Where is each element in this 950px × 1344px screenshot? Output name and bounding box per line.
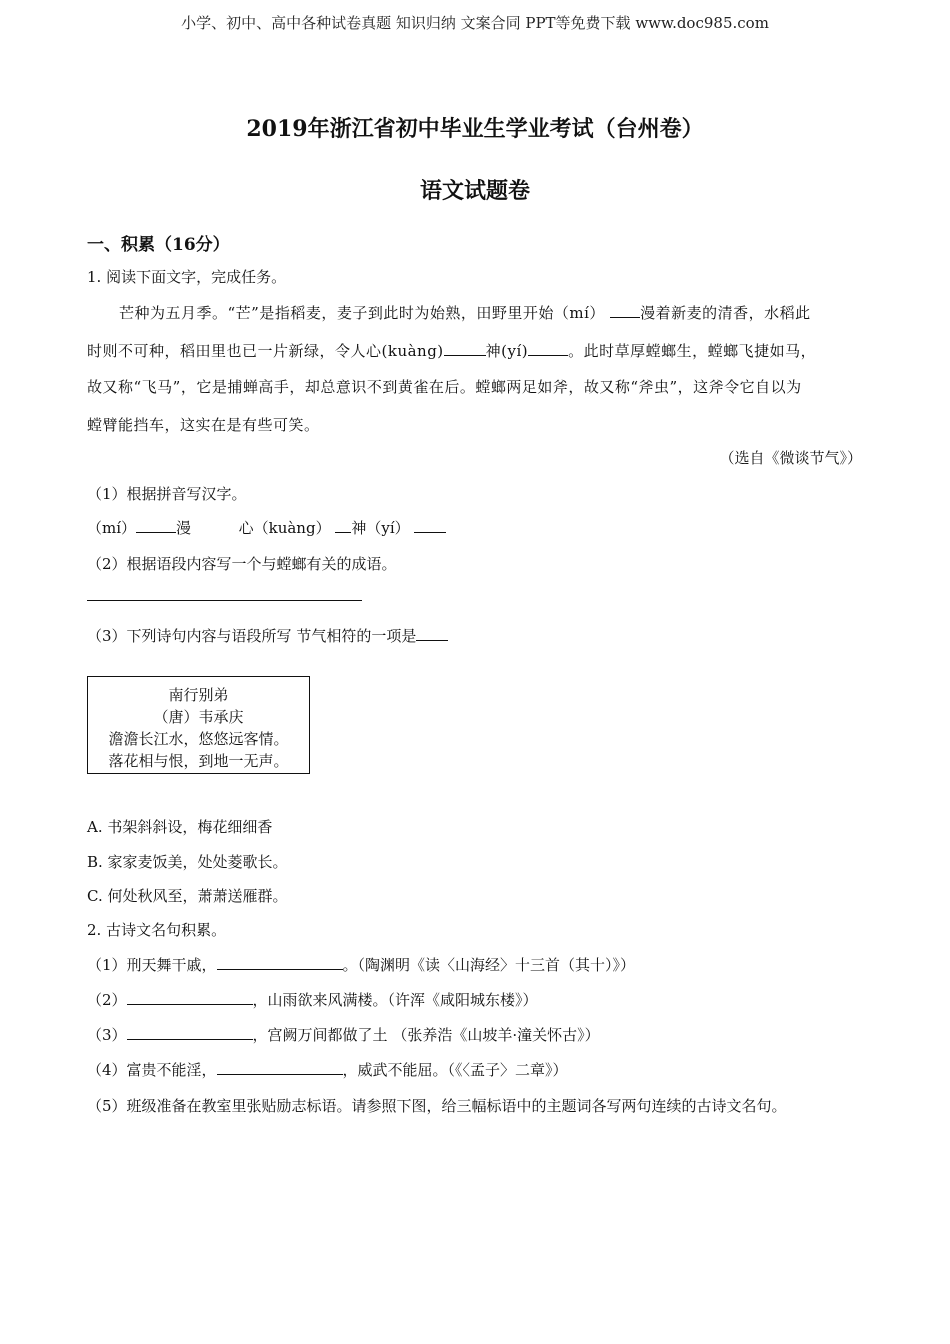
recitation-item-3 [87,1024,600,1045]
pinyin-yi: 神（yí） [351,519,410,537]
sub-question-2: （2）根据语段内容写一个与螳螂有关的成语。 [87,555,397,573]
blank-kuang[interactable] [444,341,486,356]
passage-line-3: 故又称“飞马”，它是捕蝉高手，却总意识不到黄雀在后。螳螂两足如斧，故又称“斧虫”，这斧令它自以为 [87,378,802,396]
pinyin-mi: （mí） [87,519,137,537]
recitation-blank-2[interactable] [127,990,253,1005]
passage-line-2 [87,340,862,361]
recitation-pre: （2） [87,991,127,1009]
poem-title: 南行别弟 [168,686,229,704]
recitation-post: ，威武不能屈。（《〈孟子〉二章》） [342,1061,568,1079]
recitation-blank-3[interactable] [127,1025,253,1040]
poem-line-1: 澹澹长江水，悠悠远客情。 [108,730,289,748]
recitation-item-1 [87,954,635,975]
option-a[interactable]: A. 书架斜斜设，梅花细细香 [87,818,273,836]
blank-mi[interactable] [610,303,640,318]
answer-line-idiom[interactable] [87,599,362,601]
char-man: 漫 [176,519,192,537]
exam-subtitle: 语文试题卷 [419,178,530,204]
passage-line-4: 螳臂能挡车，这实在是有些可笑。 [87,416,320,434]
passage-text: 芒种为五月季。“芒”是指稻麦，麦子到此时为始熟，田野里开始（mí） [119,304,605,322]
sub-question-1: （1）根据拼音写汉字。 [87,485,247,503]
passage-source: （选自《微谈节气》） [719,449,862,467]
passage-line-1 [119,302,894,323]
passage-text: 。此时草厚螳螂生，螳螂飞捷如马， [568,342,817,360]
recitation-item-4 [87,1059,568,1080]
page-header: 小学、初中、高中各种试卷真题 知识归纳 文案合同 PPT等免费下载 www.doc985.com [181,14,769,32]
poem-line-2: 落花相与恨，到地一无声。 [108,752,289,770]
recitation-item-5: （5）班级准备在教室里张贴励志标语。请参照下图，给三幅标语中的主题词各写两句连续的古诗文名句。 [87,1097,787,1115]
recitation-pre: （3） [87,1026,127,1044]
recitation-blank-4[interactable] [217,1060,343,1075]
section-heading: 一、积累（16分） [87,235,230,255]
recitation-pre: （1）刑天舞干戚， [87,956,217,974]
passage-text: 漫着新麦的清香，水稻此 [640,304,811,322]
sub-question-3-text: （3）下列诗句内容与语段所写 节气相符的一项是 [87,627,417,645]
recitation-post: ，山雨欲来风满楼。（许浑《咸阳城东楼》） [252,991,538,1009]
option-c[interactable]: C. 何处秋风至，萧萧送雁群。 [87,887,288,905]
option-b[interactable]: B. 家家麦饭美，处处菱歌长。 [87,853,288,871]
pinyin-kuang: 心（kuàng） [238,519,331,537]
sub-question-3 [87,625,448,646]
answer-blank-mi[interactable] [136,518,176,533]
answer-blank-yi[interactable] [414,518,446,533]
answer-blank-choice[interactable] [416,626,448,641]
question-1-stem: 1. 阅读下面文字，完成任务。 [87,268,287,286]
recitation-blank-1[interactable] [217,955,343,970]
recitation-post: 。（陶渊明《读〈山海经〉十三首（其十）》） [342,956,636,974]
passage-text: 神(yí) [485,342,529,360]
poem-box [87,676,310,774]
passage-text: 时则不可种，稻田里也已一片新绿，令人心(kuàng) [87,342,444,360]
blank-yi[interactable] [528,341,568,356]
recitation-pre: （4）富贵不能淫， [87,1061,217,1079]
exam-title: 2019年浙江省初中毕业生学业考试（台州卷） [246,116,704,142]
sub-question-1-blanks [87,517,446,538]
question-2-stem: 2. 古诗文名句积累。 [87,921,227,939]
poem-author: （唐）韦承庆 [153,708,244,726]
answer-blank-kuang[interactable] [335,518,351,533]
recitation-post: ，宫阙万间都做了土 （张养浩《山坡羊·潼关怀古》） [252,1026,600,1044]
recitation-item-2 [87,989,538,1010]
